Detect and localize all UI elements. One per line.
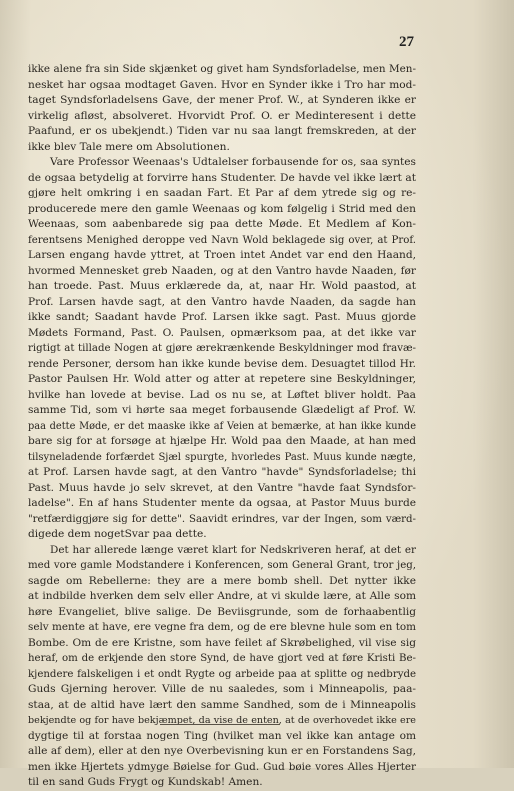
text-line: hvormed Mennesket greb Naaden, og at den Vantro havde Naaden, før: [28, 264, 416, 277]
text-line: virkelig afløst, absolveret. Hvorvidt Prof. O. er Medinteresent i dette: [28, 109, 416, 122]
text-line: selv mente at have, ere vegne fra dem, og de ere blevne hule som en tom: [28, 621, 416, 633]
text-line: hvilke han lovede at bevise. Lad os nu se, at Løftet bliver holdt. Paa: [28, 388, 416, 401]
text-line: med vore gamle Modstandere i Konferencen, som General Grant, tror jeg,: [28, 560, 416, 571]
body-text: [28, 62, 416, 791]
text-line: paa dette Møde, er det maaske ikke af Veien at bemærke, at han ikke kunde: [28, 420, 416, 432]
page-number: 27: [399, 34, 414, 50]
text-line: alle af dem), eller at den nye Overbevisning kun er en Forstandens Sag,: [28, 745, 416, 757]
text-line: Paafund, er os ubekjendt.) Tiden var nu saa langt fremskreden, at der: [28, 125, 416, 137]
text-line: rende Personer, dersom han ikke kunde bevise dem. Desuagtet tillod Hr.: [28, 357, 416, 370]
text-line: Weenaas, som aabenbarede sig paa dette Møde. Et Medlem af Kon-: [28, 218, 416, 230]
text-line: digede dem nogetSvar paa dette.: [28, 528, 207, 540]
text-line: Larsen engang havde yttret, at Troen intet Andet var end den Haand,: [28, 249, 416, 261]
text-line: gjøre helt omkring i en saadan Fart. Et Par af dem ytrede sig og re-: [28, 187, 416, 199]
text-line: ikke blev Tale mere om Absolutionen.: [28, 140, 230, 153]
text-line: at Prof. Larsen havde sagt, at den Vantro "havde" Syndsforladelse; thi: [28, 466, 416, 478]
text-line: de ogsaa betydelig at forvirre hans Studenter. De havde vel ikke lært at: [28, 171, 416, 184]
text-line: men ikke Hjertets ydmyge Bøielse for Gud. Gud bøie vores Alles Hjerter: [28, 760, 416, 773]
text-line: rigtigt at tillade Nogen at gjøre ærekrænkende Beskyldninger mod fravæ-: [28, 343, 416, 354]
end-rule: [160, 724, 280, 725]
text-line: producerede mere den gamle Weenaas og kom følgelig i Strid med den: [28, 202, 416, 215]
text-line: ikke alene fra sin Side skjænket og givet ham Syndsforladelse, men Men-: [28, 63, 416, 75]
text-line: ladelse". En af hans Studenter mente da ogsaa, at Pastor Muus burde: [28, 497, 416, 509]
text-line: dygtige til at forstaa nogen Ting (hvilket man vel ikke kan antage om: [28, 729, 416, 742]
text-line: han troede. Past. Muus erklærede da, at, naar Hr. Wold paastod, at: [28, 280, 416, 292]
text-line: ikke sandt; Saadant havde Prof. Larsen ikke sagt. Past. Muus gjorde: [28, 311, 416, 323]
text-line: Pastor Paulsen Hr. Wold atter og atter at repetere sine Beskyldninger,: [28, 373, 416, 385]
text-line: heraf, om de erkjende den store Synd, de have gjort ved at føre Kristi Be-: [28, 653, 416, 664]
text-line: Det har allerede længe været klart for Nedskriveren heraf, at det er: [50, 543, 416, 556]
text-line: Past. Muus havde jo selv skrevet, at den Vantre "havde faat Syndsfor-: [28, 481, 416, 494]
text-line: nesket har ogsaa modtaget Gaven. Hvor en Synder ikke i Tro har mod-: [28, 78, 416, 91]
text-line: Vare Professor Weenaas's Udtalelser forbausende for os, saa syntes: [50, 156, 416, 168]
text-line: tilsyneladende forfærdet Sjæl spurgte, hvorledes Past. Muus kunde nægte,: [28, 451, 416, 463]
text-line: bekjendte og for have bekjæmpet, da vise de enten, at de overhovedet ikke ere: [28, 715, 416, 726]
text-line: til en sand Guds Frygt og Kundskab! Amen.: [28, 776, 263, 788]
text-line: Mødets Formand, Past. O. Paulsen, opmærksom paa, at det ikke var: [28, 326, 416, 339]
text-line: sagde om Rebellerne: they are a mere bomb shell. Det nytter ikke: [28, 574, 416, 587]
text-line: høre Evangeliet, blive salige. De Beviisgrunde, som de forhaabentlig: [28, 605, 416, 618]
text-line: staa, at de altid have lært den samme Sandhed, som de i Minneapolis: [28, 698, 416, 711]
text-line: "retfærdiggjøre sig for dette". Saavidt erindres, var der Ingen, som værd-: [28, 513, 416, 525]
text-line: ferentsens Menighed deroppe ved Navn Wold beklagede sig over, at Prof.: [28, 234, 416, 246]
text-line: samme Tid, som vi hørte saa meget forbausende Glædeligt af Prof. W.: [28, 404, 416, 416]
text-line: Prof. Larsen havde sagt, at den Vantro havde Naaden, da sagde han: [28, 295, 416, 308]
text-line: Guds Gjerning herover. Ville de nu saaledes, som i Minneapolis, paa-: [28, 683, 416, 695]
text-line: kjendere falskeligen i et ondt Rygte og arbeide paa at splitte og nedbryde: [28, 668, 416, 680]
text-line: taget Syndsforladelsens Gave, der mener Prof. W., at Synderen ikke er: [28, 94, 416, 106]
text-line: bare sig for at forsøge at hjælpe Hr. Wold paa den Maade, at han med: [28, 435, 416, 447]
text-line: at indbilde hverken dem selv eller Andre, at vi skulde lære, at Alle som: [28, 590, 416, 602]
text-line: Bombe. Om de ere Kristne, som have feilet af Skrøbelighed, vil vise sig: [28, 636, 416, 649]
